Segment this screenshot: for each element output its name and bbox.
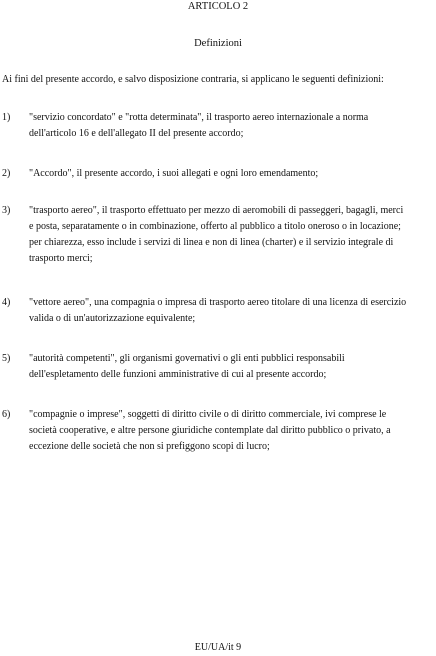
definition-number: 5) <box>2 353 11 364</box>
page-footer: EU/UA/it 9 <box>194 642 242 653</box>
definition-text: "servizio concordato" e "rotta determinata", il trasporto aereo internazionale a norma dell'articolo 16 e dell'allegato II del presente accordo; <box>29 112 369 139</box>
article-subtitle: Definizioni <box>194 38 242 49</box>
definition-number: 6) <box>2 409 11 420</box>
intro-paragraph: Ai fini del presente accordo, e salvo disposizione contraria, si applicano le seguenti definizioni: <box>2 74 384 85</box>
definition-number: 4) <box>2 297 11 308</box>
definition-text: "compagnie o imprese", soggetti di diritto civile o di diritto commerciale, ivi comprese le società cooperative, e altre persone giuridiche contemplate dal diritto pubblico o privato, a eccezione delle società che non si prefiggono scopi di lucro; <box>29 409 391 452</box>
definition-text: "vettore aereo", una compagnia o impresa di trasporto aereo titolare di una licenza di esercizio valida o di un'autorizzazione equivalente; <box>29 297 407 324</box>
definition-text: "autorità competenti", gli organismi governativi o gli enti pubblici responsabili dell'espletamento delle funzioni amministrative di cui al presente accordo; <box>29 353 345 380</box>
definition-text: "trasporto aereo", il trasporto effettuato per mezzo di aeromobili di passeggeri, bagagli, merci e posta, separatamente o in combinazione, offerto al pubblico a titolo oneroso o in locazione; per chiarezza, esso include i servizi di linea e non di linea (charter) e il servizio integrale di trasporto merci; <box>29 205 404 264</box>
definition-number: 2) <box>2 168 11 179</box>
definition-text: "Accordo", il presente accordo, i suoi allegati e ogni loro emendamento; <box>29 168 319 179</box>
definition-number: 1) <box>2 112 11 123</box>
definition-number: 3) <box>2 205 11 216</box>
article-title: ARTICOLO 2 <box>187 1 249 12</box>
